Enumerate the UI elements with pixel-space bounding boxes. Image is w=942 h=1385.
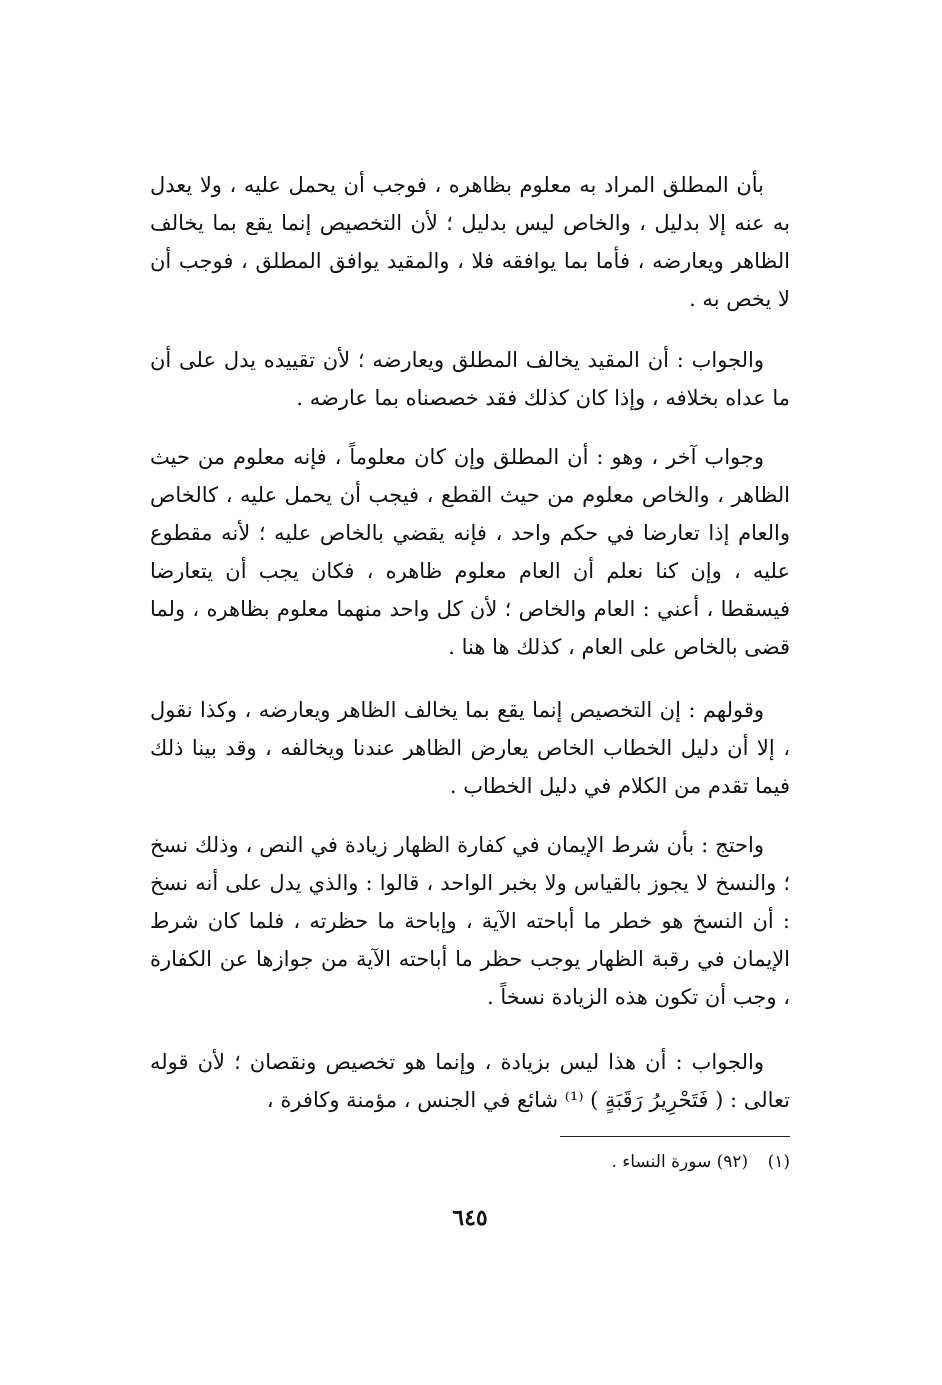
paragraph-text: واحتج : بأن شرط الإيمان في كفارة الظهار زيادة في النص ، وذلك نسخ ؛ والنسخ لا يجوز بالقياس ولا بخبر الواحد ، قالوا : والذي يدل على أنه نسخ : أن النسخ هو خطر ما أباحته الآية ، وإباحة ما حظرته ، فلما كان شرط الإيمان في رقبة الظهار يوجب حظر ما أباحته الآية من جوازها عن الكفارة ، وجب أن تكون هذه الزيادة نسخاً . bbox=[150, 833, 791, 1009]
paragraph-text: والجواب : أن هذا ليس بزيادة ، وإنما هو تخصيص ونقصان ؛ لأن قوله تعالى : ( فَتَحْرِيرُ رَقَبَةٍ ) ⁽¹⁾ شائع في الجنس ، مؤمنة وكافرة ، bbox=[150, 1050, 790, 1112]
paragraph-4 bbox=[150, 691, 790, 805]
paragraph-text: بأن المطلق المراد به معلوم بظاهره ، فوجب أن يحمل عليه ، ولا يعدل به عنه إلا بدليل ، والخاص ليس بدليل ؛ لأن التخصيص إنما يقع بما يخالف الظاهر ويعارضه ، فأما بما يوافقه فلا ، والمقيد يوافق المطلق ، فوجب أن لا يخص به . bbox=[150, 173, 790, 311]
page-number: ٦٤٥ bbox=[452, 1205, 488, 1231]
paragraph-3 bbox=[150, 438, 790, 666]
paragraph-text: وقولهم : إن التخصيص إنما يقع بما يخالف الظاهر ويعارضه ، وكذا نقول ، إلا أن دليل الخطاب الخاص يعارض الظاهر عندنا ويخالفه ، وقد بينا ذلك فيما تقدم من الكلام في دليل الخطاب . bbox=[150, 698, 790, 798]
footnote-text: (٩٢) سورة النساء . bbox=[611, 1152, 749, 1172]
paragraph-1 bbox=[150, 166, 790, 318]
paragraph-5 bbox=[150, 826, 790, 1016]
paragraph-2 bbox=[150, 341, 790, 417]
footnote-divider bbox=[560, 1136, 790, 1137]
paragraph-text: وجواب آخر ، وهو : أن المطلق وإن كان معلوماً ، فإنه معلوم من حيث الظاهر ، والخاص معلوم من حيث القطع ، فيجب أن يحمل عليه ، كالخاص والعام إذا تعارضا في حكم واحد ، فإنه يقضي بالخاص عليه ؛ لأنه مقطوع عليه ، وإن كنا نعلم أن العام معلوم ظاهره ، فكان يجب أن يتعارضا فيسقطا ، أعني : العام والخاص ؛ لأن كل واحد منهما معلوم بظاهره ، ولما قضى بالخاص على العام ، كذلك ها هنا . bbox=[150, 445, 790, 659]
paragraph-6 bbox=[150, 1043, 790, 1119]
paragraph-text: والجواب : أن المقيد يخالف المطلق ويعارضه ؛ لأن تقييده يدل على أن ما عداه بخلافه ، وإذا كان كذلك فقد خصصناه بما عارضه . bbox=[150, 348, 790, 410]
footnote-number: (١) bbox=[767, 1152, 790, 1172]
footnote bbox=[450, 1148, 790, 1176]
